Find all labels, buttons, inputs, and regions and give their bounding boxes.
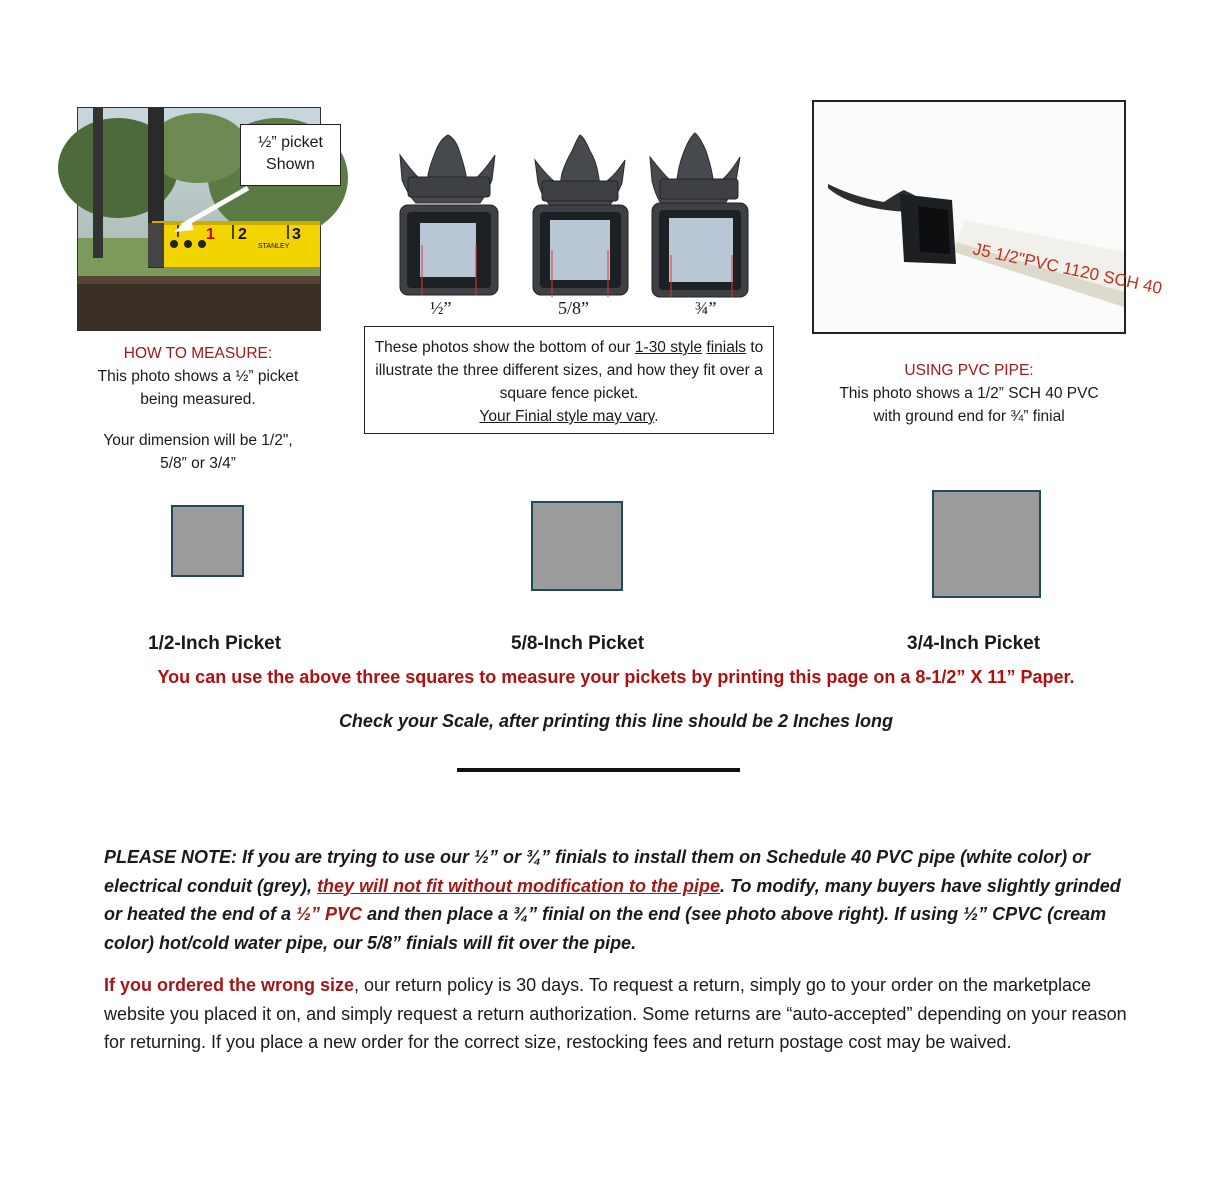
finial-size-label: ¾”: [695, 298, 717, 318]
finial-size-label: ½”: [430, 298, 452, 318]
finial-size-label: 5/8”: [558, 298, 589, 318]
measure-title: HOW TO MEASURE:: [123, 345, 273, 362]
measure-line1: This photo shows a ½” picket: [97, 368, 299, 385]
note-pvc-highlight: ½” PVC: [296, 904, 363, 924]
note-text: . To modify, many buyers have slightly grinded or heated the end of a: [104, 875, 1121, 924]
return-policy: [104, 971, 1134, 1057]
three-quarter-inch-label: 3/4-Inch Picket: [907, 633, 1041, 654]
finial-note-box: [364, 326, 774, 434]
dimension-line2: 5/8” or 3/4”: [160, 455, 236, 472]
finials-photo: [380, 125, 760, 325]
half-inch-square: [171, 505, 244, 577]
picket-callout: ½” picket Shown: [240, 124, 341, 186]
print-instructions: You can use the above three squares to measure your pickets by printing this page on a 8-1/2” X 11” Paper.: [157, 667, 1075, 687]
tape-number: 1: [206, 226, 215, 243]
five-eighths-inch-square: [531, 501, 623, 591]
style-link[interactable]: 1-30 style: [634, 339, 703, 356]
tape-number: 3: [292, 226, 301, 243]
finial-note-end: .: [654, 408, 659, 425]
style-vary-text: Your Finial style may vary: [479, 408, 655, 425]
five-eighths-inch-label: 5/8-Inch Picket: [511, 633, 645, 654]
note-text: PLEASE NOTE: If you are trying to use our ½” or ¾” finials to install them on Schedule 40 PVC pipe (white color) or electrical conduit (grey),: [104, 847, 1091, 896]
scale-check: Check your Scale, after printing this line should be 2 Inches long: [338, 711, 894, 731]
finial-note-text: These photos show the bottom of our: [374, 339, 635, 356]
tape-number: 2: [238, 226, 247, 243]
pvc-line1: This photo shows a 1/2” SCH 40 PVC: [839, 385, 1099, 402]
wrong-size-highlight: If you ordered the wrong size: [104, 975, 355, 995]
finial-note-text: to illustrate the three different sizes, and how they fit over a square fence picket.: [375, 339, 764, 402]
note-text: and then place a ¾” finial on the end (see photo above right). If using ½” CPVC (cream color) hot/cold water pipe, our 5/8” finials will fit over the pipe.: [104, 904, 1107, 953]
half-inch-label: 1/2-Inch Picket: [148, 633, 282, 654]
measure-line2: being measured.: [140, 391, 256, 408]
three-quarter-inch-square: [932, 490, 1041, 598]
please-note: [104, 843, 1134, 957]
tape-brand: STANLEY: [258, 243, 290, 250]
pvc-title: USING PVC PIPE:: [904, 362, 1034, 379]
pvc-line2: with ground end for ¾” finial: [873, 408, 1065, 425]
pvc-photo: [812, 100, 1164, 334]
dimension-line1: Your dimension will be 1/2",: [103, 432, 293, 449]
note-warning: they will not fit without modification to the pipe: [317, 875, 721, 896]
finials-link[interactable]: finials: [706, 339, 747, 356]
return-text: , our return policy is 30 days. To request a return, simply go to your order on the marketplace website you placed it on, and simply request a return authorization. Some returns are “auto-accepted” depending on your reason for returning. If you place a new order for the correct size, restocking fees and return postage cost may be waived.: [104, 975, 1127, 1052]
pipe-print: J5 1/2"PVC 1120 SCH 40: [971, 239, 1164, 299]
scale-line: [457, 768, 740, 772]
